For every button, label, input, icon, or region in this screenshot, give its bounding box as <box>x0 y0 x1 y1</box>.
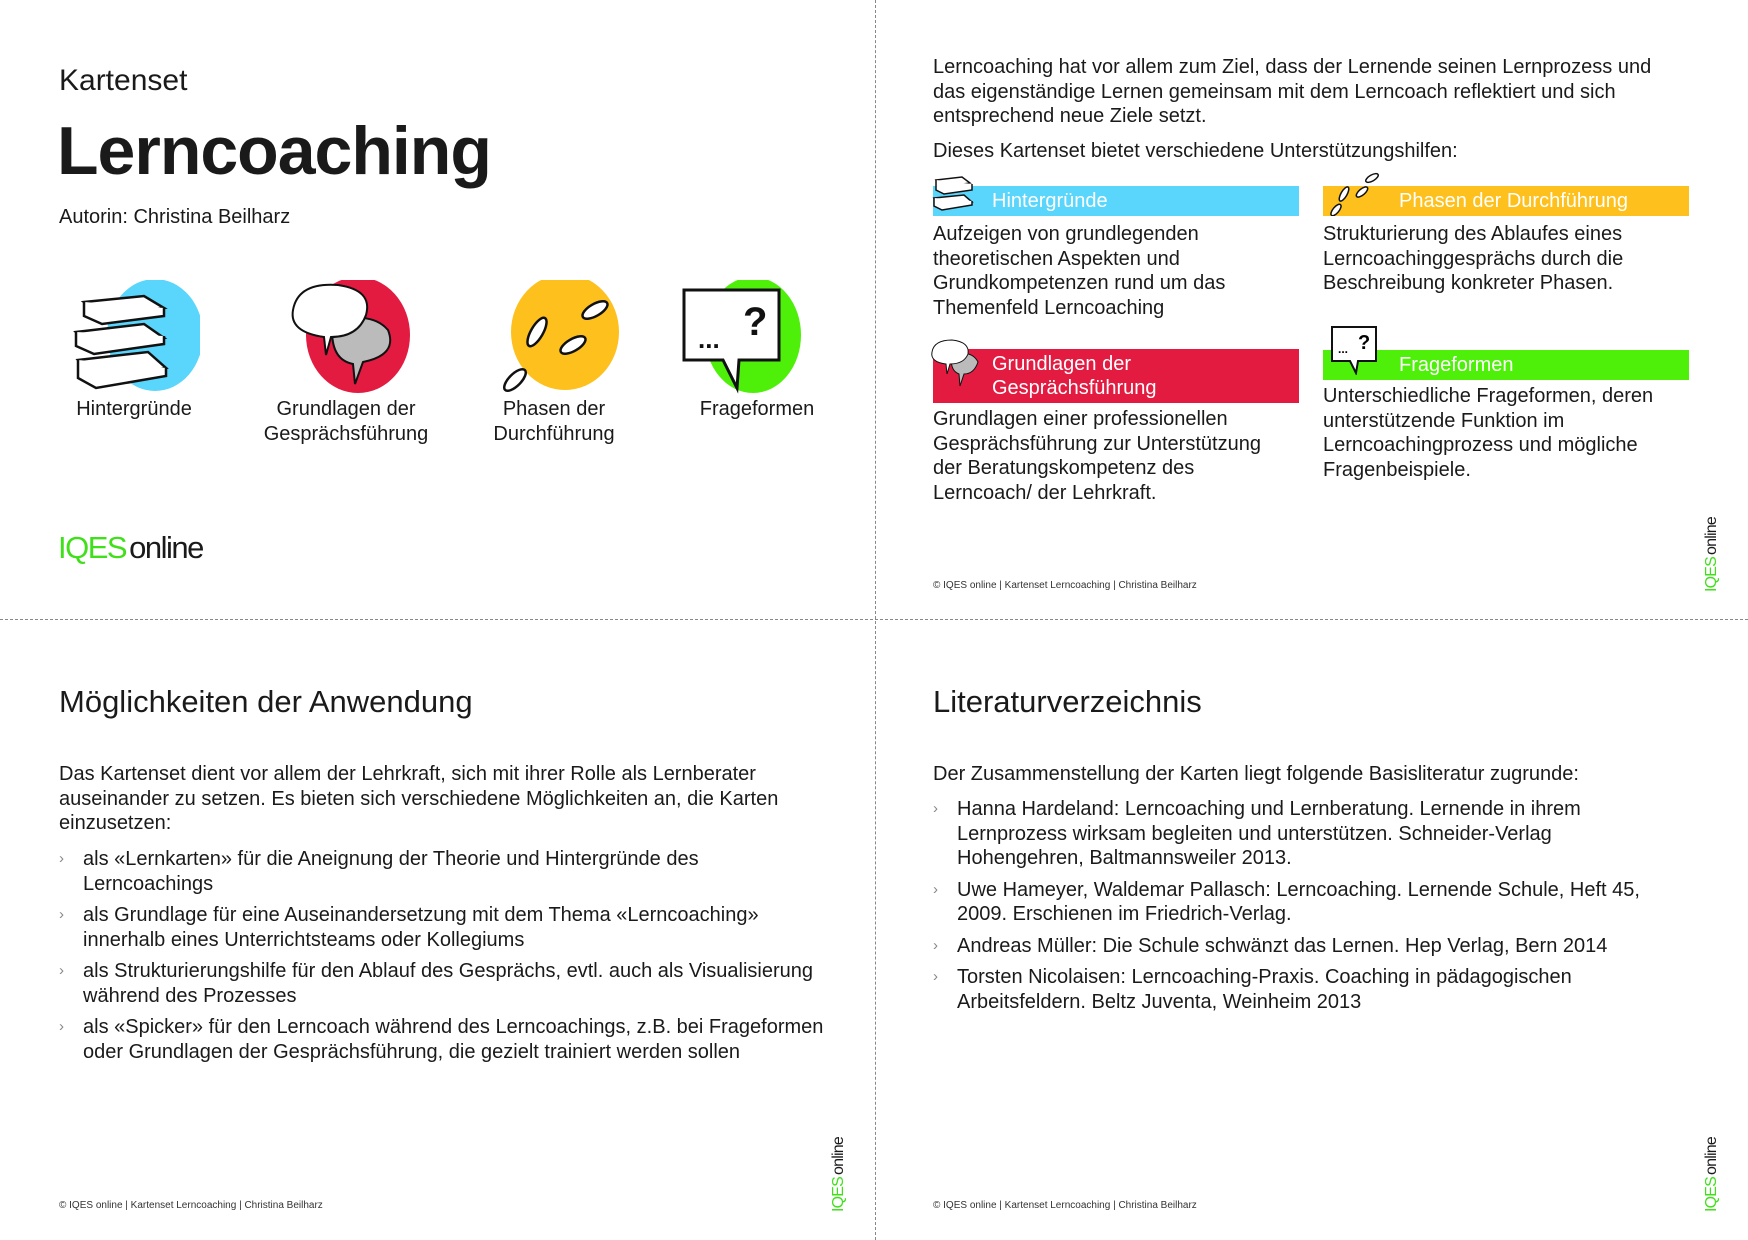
footprints-icon <box>495 280 625 395</box>
bullet-chevron-icon: › <box>933 936 938 954</box>
question-bubble-icon <box>678 280 808 395</box>
section-text: Aufzeigen von grundlegenden theoretischen Aspekten und Grundkompetenzen rund um das Themenfeld Lerncoaching <box>933 223 1226 319</box>
section-grundlagen <box>933 349 1299 505</box>
bullet-chevron-icon: › <box>59 962 64 979</box>
section-header: Grundlagen der Gesprächsführung <box>933 349 1299 403</box>
footer-copyright: © IQES online | Kartenset Lerncoaching | Christina Beilharz <box>933 1200 1197 1211</box>
svg-text:?: ? <box>1358 332 1371 354</box>
author: Autorin: Christina Beilharz <box>59 206 291 228</box>
bullet-chevron-icon: › <box>933 800 938 817</box>
section-text: Grundlagen einer professionellen Gesprächsführung zur Unterstützung der Beratungskompetenz des Lerncoach/ der Lehrkraft. <box>933 408 1261 504</box>
footer-copyright: © IQES online | Kartenset Lerncoaching | Christina Beilharz <box>933 580 1197 591</box>
literatur-title: Literaturverzeichnis <box>933 684 1202 719</box>
icon-label-frageformen: Frageformen <box>699 398 815 420</box>
intro-lead: Dieses Kartenset bietet verschiedene Unterstützungshilfen: <box>933 140 1458 162</box>
section-hintergruende <box>933 186 1299 320</box>
intro-paragraph: Lerncoaching hat vor allem zum Ziel, dass der Lernende seinen Lernprozess und das eigenständige Lernen gemeinsam mit dem Lerncoach reflektiert und sich entsprechend neue Ziele setzt. <box>933 56 1652 127</box>
svg-text:?: ? <box>743 300 768 344</box>
list-item: › als Strukturierungshilfe für den Ablauf des Gesprächs, evtl. auch als Visualisierung während des Prozesses <box>59 960 814 1007</box>
cut-line-horizontal <box>0 619 1748 620</box>
section-header: Hintergründe <box>933 186 1299 216</box>
speech-bubbles-icon <box>283 280 413 395</box>
icon-label-grundlagen: Grundlagen der Gesprächsführung <box>263 398 429 445</box>
books-icon <box>930 172 980 214</box>
bullet-chevron-icon: › <box>59 1018 64 1035</box>
bullet-chevron-icon: › <box>59 850 64 867</box>
list-item: › Hanna Hardeland: Lerncoaching und Lernberatung. Lernende in ihrem Lernprozess wirksam begleiten und unterstützen. Schneider-Verlag Hohengehren, Baltmannsweiler 2013. <box>933 798 1581 869</box>
kicker: Kartenset <box>59 64 188 97</box>
bullet-chevron-icon: › <box>933 968 938 985</box>
question-bubble-icon <box>1328 323 1380 375</box>
anwendung-list <box>59 847 829 1071</box>
iqes-logo-vertical: IQESonline <box>1703 517 1720 592</box>
section-header: Phasen der Durchführung <box>1323 186 1689 216</box>
section-text: Unterschiedliche Frageformen, deren unterstützende Funktion im Lerncoachingprozess und mögliche Fragenbeispiele. <box>1323 385 1654 481</box>
footer-copyright: © IQES online | Kartenset Lerncoaching | Christina Beilharz <box>59 1200 323 1211</box>
iqes-logo-vertical: IQESonline <box>1703 1137 1720 1212</box>
svg-text:...: ... <box>698 324 720 354</box>
cut-line-vertical <box>875 0 876 1240</box>
icon-label-hintergruende: Hintergründe <box>76 398 192 420</box>
bullet-chevron-icon: › <box>59 906 64 923</box>
list-item: › Torsten Nicolaisen: Lerncoaching-Praxis. Coaching in pädagogischen Arbeitsfeldern. Beltz Juventa, Weinheim 2013 <box>933 966 1572 1013</box>
bullet-chevron-icon: › <box>933 880 938 898</box>
list-item: › als Grundlage für eine Auseinandersetzung mit dem Thema «Lerncoaching» innerhalb eines Unterrichtsteams oder Kollegiums <box>59 904 759 951</box>
list-item: › als «Lernkarten» für die Aneignung der Theorie und Hintergründe des Lerncoachings <box>59 848 699 895</box>
list-item: › Andreas Müller: Die Schule schwänzt das Lernen. Hep Verlag, Bern 2014 <box>933 934 1608 957</box>
svg-text:...: ... <box>1338 342 1349 356</box>
list-item: › Uwe Hameyer, Waldemar Pallasch: Lerncoaching. Lernende Schule, Heft 45, 2009. Erschienen im Friedrich-Verlag. <box>933 878 1640 925</box>
literatur-list <box>933 797 1663 1021</box>
footprints-icon <box>1330 170 1382 216</box>
section-text: Strukturierung des Ablaufes eines Lerncoachinggesprächs durch die Beschreibung konkreter Phasen. <box>1323 223 1624 294</box>
icon-label-phasen: Phasen der Durchführung <box>493 398 615 445</box>
iqes-logo: IQESonline <box>58 530 203 565</box>
literatur-intro: Der Zusammenstellung der Karten liegt folgende Basisliteratur zugrunde: <box>933 763 1579 785</box>
books-icon <box>70 280 200 395</box>
section-header: Frageformen <box>1323 350 1689 380</box>
speech-bubbles-icon <box>930 338 984 390</box>
list-item: › als «Spicker» für den Lerncoach während des Lerncoachings, z.B. bei Frageformen oder Grundlagen der Gesprächsführung, die gezielt trainiert werden sollen <box>59 1016 824 1063</box>
page-title: Lerncoaching <box>57 113 491 189</box>
iqes-logo-vertical: IQESonline <box>830 1137 847 1212</box>
anwendung-title: Möglichkeiten der Anwendung <box>59 684 473 719</box>
anwendung-intro: Das Kartenset dient vor allem der Lehrkraft, sich mit ihrer Rolle als Lernberater auseinander zu setzen. Es bieten sich verschiedene Möglichkeiten an, die Karten einzusetzen: <box>59 763 779 834</box>
